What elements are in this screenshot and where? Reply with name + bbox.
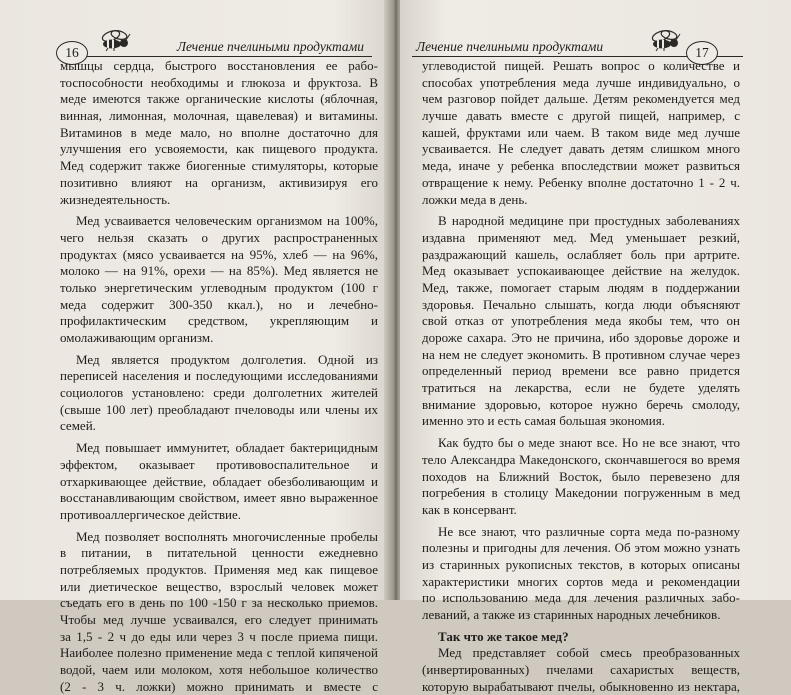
text-line: (свыше 100 лет) преобладают пчеловоды или члены их (60, 401, 378, 417)
page-number: 16 (56, 41, 88, 65)
text-line: отхаркивающее действие, обладает обезболивающим и (60, 473, 378, 489)
running-head-title: Лечение пчелиными продуктами (416, 39, 604, 54)
left-page-text (60, 58, 378, 695)
bee-icon (98, 30, 132, 52)
text-line: чем разговор пойдет дальше. Детям рекомендуется мед (422, 91, 740, 107)
text-line: определенный период времени все равно придется (422, 363, 740, 379)
text-line: жизнедеятельность. (60, 191, 171, 207)
text-line: из старинных рукописных текстов, в которых описаны (422, 556, 740, 572)
text-line: кашей, фруктами или чаем. В таком виде мед лучше (422, 124, 740, 140)
text-line: противоаллергическое действие. (60, 506, 242, 522)
text-line: тело Александра Македонского, скончавшегося во время (422, 451, 740, 467)
text-line: потребляемых продуктов. Применяя мед как пищевое (60, 561, 378, 577)
text-line: характеристики многих сортов меда и рекомендации (422, 573, 740, 589)
text-line: только энергетическим углеводным продуктом (100 г (60, 279, 378, 295)
text-line: походов на Ближний Восток, было перевезено для (422, 468, 740, 484)
text-line: винная, лимонная, молочная, щавелевая) и витамины. (60, 108, 378, 124)
text-line: здоровья. Печально слышать, когда люди объясняют (422, 296, 740, 312)
text-line: чего нельзя сказать о других распространенных (60, 229, 378, 245)
text-line: молоко — на 91%, орехи — на 85%). Мед является не (60, 263, 378, 279)
text-line: В народной медицине при простудных заболеваниях (438, 213, 740, 229)
text-line: Мед повышает иммунитет, обладает бактерицидным (76, 440, 378, 456)
text-line: Мед позволяет восполнять многочисленные пробелы (76, 528, 378, 544)
text-line: меда содержит 300-350 ккал.), но и лечебно- (60, 296, 378, 312)
text-line: отвращение к нему. Ребенку вполне достаточно 1 - 2 ч. (422, 174, 740, 190)
text-line: водой, чаем или молоком, хотя небольшое количество (60, 662, 378, 678)
text-line: Мед содержит также биогенные стимуляторы, которые (60, 158, 378, 174)
text-line: Мед представляет собой смесь преобразованных (438, 645, 740, 661)
text-line: усваивается. Не следует давать детям слишком много (422, 141, 740, 157)
text-line: на нем не следует экономить. В противном случае через (422, 346, 740, 362)
text-line: меде имеются также органические кислоты (яблочная, (60, 91, 378, 107)
text-line: дороже сахара. Это не причина, ибо здоровье дороже и (422, 330, 740, 345)
text-line: внимание здоровью, которое нужно беречь смолоду, (422, 396, 740, 412)
text-line: издавна применяют мед. Мед уменьшает резкий, (422, 229, 740, 245)
text-line: которую вырабатывают пчелы, обыкновенно из нектара, (422, 678, 740, 694)
text-line: (2 - 3 ч. ложки) можно принимать и вместе с (60, 678, 378, 694)
text-line: семей. (60, 418, 96, 434)
text-line: лучше давать вместе с другой пищей, например, с (422, 108, 740, 124)
text-line: профилактическим средством, укрепляющим и (60, 313, 378, 329)
text-line: погребения в столицу Македонии погруженным в мед (422, 485, 740, 501)
text-line: Мед является продуктом долголетия. Одной из (76, 351, 378, 367)
text-line: за 1,5 - 2 ч до еды или через 3 ч после приема пищи. (60, 628, 378, 644)
text-line: съедать его в день по 100 -150 г за несколько приемов. (60, 595, 378, 611)
text-line: по использованию меда для лечения различных забо- (422, 590, 740, 606)
text-line: тоспособности необходимы и глюкоза и фруктоза. В (60, 74, 378, 90)
text-line: Мед оказывает успокаивающее действие на желудок. (422, 263, 740, 279)
text-line: именно это и есть самая большая экономия. (422, 413, 665, 429)
text-line: эффектом, оказывает противовоспалительное и (60, 456, 378, 472)
running-head-title: Лечение пчелиными продуктами (176, 39, 364, 54)
text-line: Витаминов в меде мало, но вполне достаточно для (60, 124, 378, 140)
text-line: мышцы сердца, быстрого восстановления ее рабо- (60, 58, 378, 73)
text-line: тратиться на лекарства, если не будете уделять (422, 380, 740, 396)
bee-icon (648, 30, 682, 52)
text-line: или диетическое вещество, взрослый человек может (60, 578, 378, 594)
right-page (400, 0, 791, 694)
section-heading: Так что же такое мед? (438, 628, 569, 644)
text-line: способах употребления меда лучше индивидуально, о (422, 74, 740, 90)
text-line: Наиболее полезно применение меда с теплой кипяченой (60, 645, 378, 661)
text-line: Мед усваивается человеческим организмом на 100%, (76, 213, 378, 229)
text-line: в питании, в питательной ценности ежедневно (60, 545, 378, 561)
page-number: 17 (686, 41, 718, 65)
text-line: полезны и пригодны для лечения. Об этом можно узнать (422, 540, 740, 556)
text-line: леваний, а также из старинных народных лечебников. (422, 607, 721, 622)
text-line: ложки меда в день. (422, 191, 528, 207)
text-line: углеводистой пищей. Решать вопрос о количестве и (422, 58, 740, 73)
right-page-text (422, 58, 740, 695)
text-line: социологов установлено: среди долголетних жителей (60, 385, 378, 401)
text-line: переписей населения и последующими исследованиями (60, 368, 378, 384)
text-line: меда, иначе у ребенка впоследствии может развиться (422, 158, 740, 174)
text-line: Мед, также, помогает старым людям в поддержании (422, 279, 740, 295)
text-line: улучшения его усвояемости, как пищевого продукта. (60, 141, 378, 157)
text-line: продуктах (мясо усваивается на 95%, хлеб — на 96%, (60, 246, 378, 262)
text-line: восстанавливающим свойством, имеет явно выраженное (60, 490, 378, 506)
left-page (0, 0, 392, 694)
text-line: раздражающий кашель, ослабляет боль при артрите. (422, 246, 740, 262)
text-line: как в консервант. (422, 501, 517, 517)
text-line: позитивно влияют на организм, активизируя его (60, 174, 378, 190)
text-line: свой отказ от употребления меда якобы тем, что он (422, 313, 740, 329)
text-line: Как будто бы о меде знают все. Но не все знают, что (438, 435, 740, 451)
text-line: Чтобы мед лучше усваивался, его следует принимать (60, 612, 378, 627)
text-line: Не все знают, что различные сорта меда по-разному (438, 523, 740, 539)
header-rule (58, 56, 372, 57)
text-line: (инвертированных) пчелами сахаристых веществ, (422, 662, 740, 678)
text-line: омолаживающим организм. (60, 330, 214, 345)
